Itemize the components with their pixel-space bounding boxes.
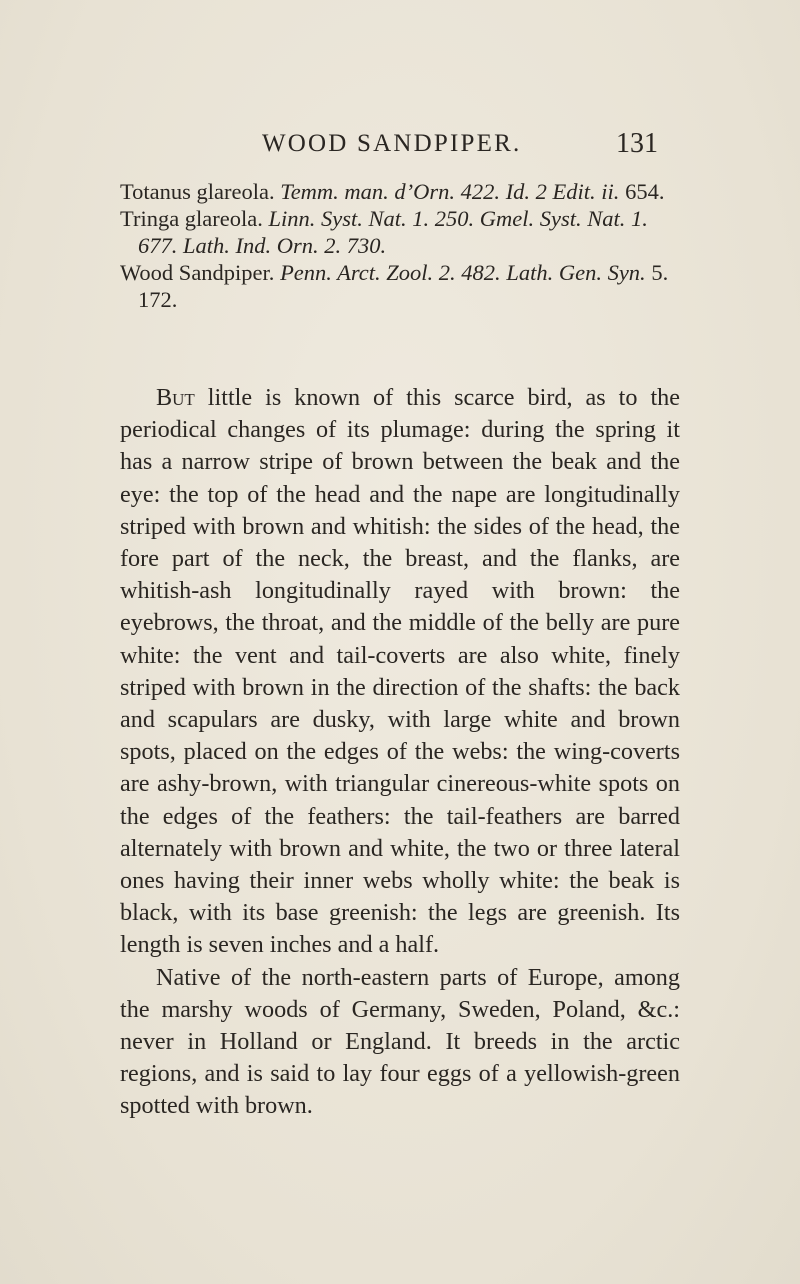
synonym-name: Tringa glareola.	[120, 206, 263, 231]
page-header	[0, 128, 800, 168]
synonym-reference: Gmel. Syst. Nat. 1. 677.	[138, 206, 648, 258]
synonym-reference: Lath. Gen. Syn.	[506, 260, 646, 285]
synonym-name: Totanus glareola.	[120, 179, 275, 204]
description-text	[120, 382, 680, 1123]
synonym-entry	[120, 259, 680, 313]
synonym-reference: Temm. man. d’Orn. 422.	[280, 179, 501, 204]
synonym-reference: Lath. Ind. Orn. 2. 730.	[183, 233, 387, 258]
synonym-reference: Linn. Syst. Nat. 1. 250.	[268, 206, 475, 231]
synonym-reference: 5. 172.	[138, 260, 669, 312]
page-number: 131	[616, 128, 658, 159]
habitat-paragraph	[120, 962, 680, 1123]
synonym-reference: Penn. Arct. Zool. 2. 482.	[280, 260, 501, 285]
synonym-name: Wood Sandpiper.	[120, 260, 275, 285]
synonym-reference: 654.	[625, 179, 665, 204]
synonym-entry	[120, 205, 680, 259]
paragraph-dropword: But	[156, 384, 195, 411]
paragraph-text: Native of the north-eastern parts of Europe, among the marshy woods of Germany, Sweden, Poland, &c.: never in Holland or England. It breeds in the arctic regions, and is said to lay four eggs of a yellowish-green spotted with brown.	[120, 963, 680, 1120]
synonym-reference: Id. 2 Edit. ii.	[505, 179, 620, 204]
paragraph-text: little is known of this scarce bird, as to the periodical changes of its plumage: during the spring it has a narrow stripe of brown between the beak and the eye: the top of the head and the nape are longitudinally striped with brown and whitish: the sides of the head, the fore part of the neck, the breast, and the flanks, are whitish-ash longitudinally rayed with brown: the eyebrows, the throat, and the middle of the belly are pure white: the vent and tail-coverts are also white, finely striped with brown in the direction of the shafts: the back and scapulars are dusky, with large white and brown spots, placed on the edges of the webs: the wing-coverts are ashy-brown, with triangular cinereous-white spots on the edges of the feathers: the tail-feathers are barred alternately with brown and white, the two or three lateral ones having their inner webs wholly white: the beak is black, with its base greenish: the legs are greenish. Its length is seven inches and a half.	[120, 384, 680, 959]
synonym-entry	[120, 178, 680, 205]
running-title: WOOD SANDPIPER.	[262, 130, 522, 157]
synonymy-block	[120, 178, 680, 313]
description-paragraph	[120, 382, 680, 962]
